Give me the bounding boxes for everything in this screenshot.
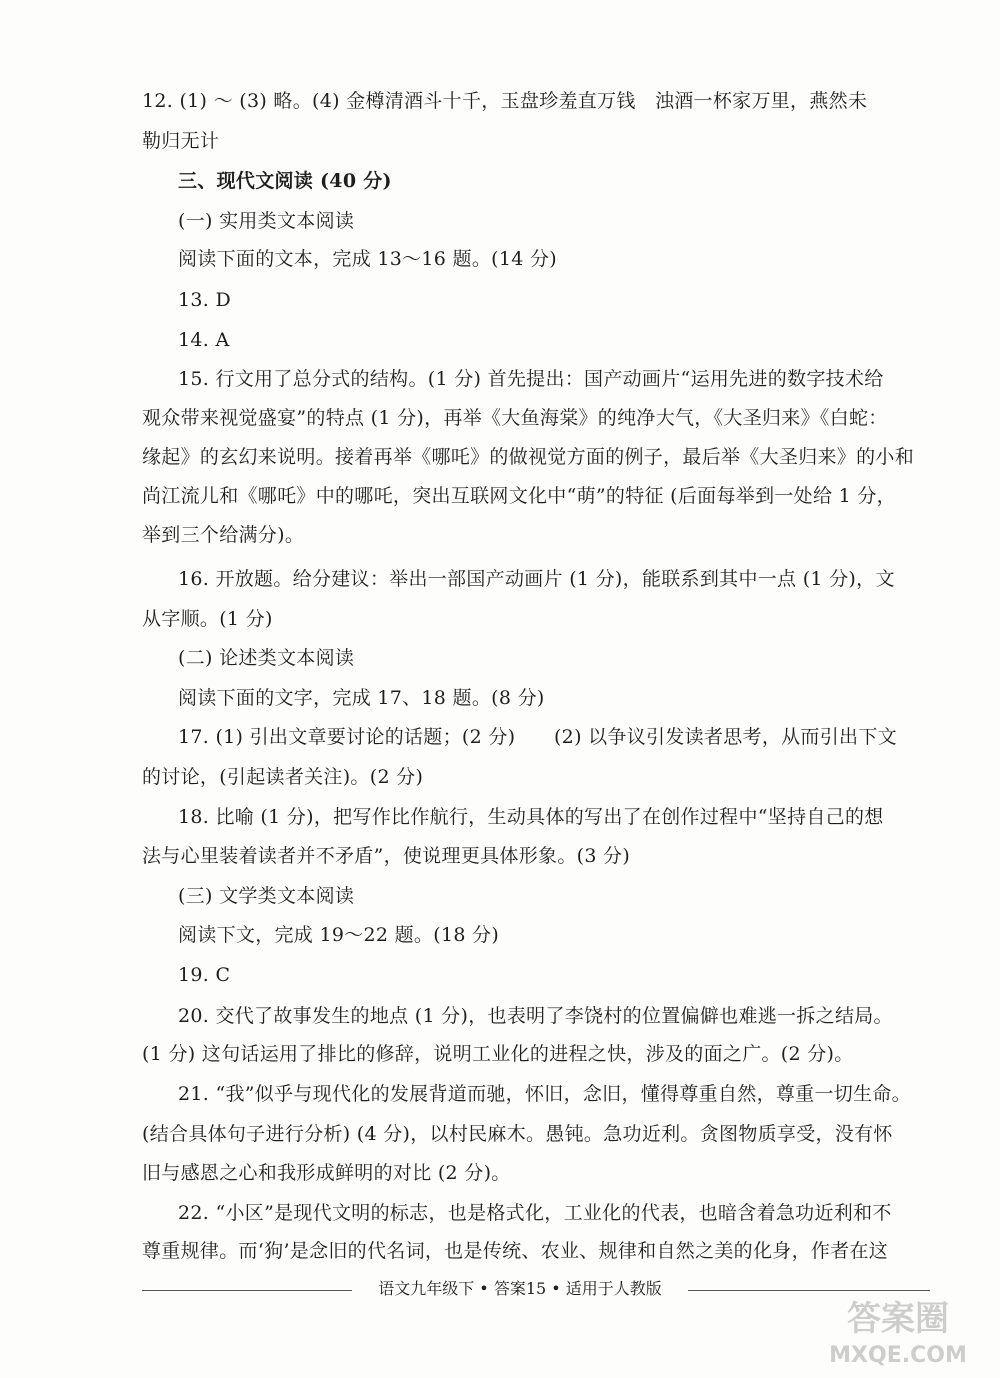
answer-21-line-1: 21. “我”似乎与现代化的发展背道而驰，怀旧，念旧，懂得尊重自然，尊重一切生命。 xyxy=(178,1083,911,1105)
watermark-url-text: MXQE.COM xyxy=(829,1343,967,1368)
answer-18-line-2: 法与心里装着读者并不矛盾”，使说理更具体形象。(3 分) xyxy=(142,845,631,867)
answer-15-line-1: 15. 行文用了总分式的结构。(1 分) 首先提出：国产动画片“运用先进的数字技术给 xyxy=(178,368,884,390)
subsection-practical-text: (一) 实用类文本阅读 xyxy=(178,210,355,232)
answer-17-line-1: 17. (1) 引出文章要讨论的话题；(2 分) (2) 以争议引发读者思考，从而引出下文 xyxy=(178,726,897,748)
answer-12-line-1: 12. (1) ～ (3) 略。(4) 金樽清酒斗十千，玉盘珍羞直万钱 浊酒一杯家万里，燕然未 xyxy=(142,90,868,112)
instruction-19-22: 阅读下文，完成 19～22 题。(18 分) xyxy=(178,924,500,946)
answer-20-line-2: (1 分) 这句话运用了排比的修辞，说明工业化的进程之快，涉及的面之广。(2 分)。 xyxy=(142,1043,854,1065)
answer-22-line-1: 22. “小区”是现代文明的标志，也是格式化，工业化的代表，也暗含着急功近利和不 xyxy=(178,1202,892,1224)
answer-22-line-2: 尊重规律。而‘狗’是念旧的代名词，也是传统、农业、规律和自然之美的化身，作者在这 xyxy=(142,1240,889,1262)
section-title-modern-reading: 三、现代文阅读 (40 分) xyxy=(178,170,392,192)
answer-15-line-5: 举到三个给满分)。 xyxy=(142,524,305,546)
answer-13: 13. D xyxy=(178,289,231,311)
answer-12-line-2: 勒归无计 xyxy=(142,130,220,152)
watermark-logo-text: 答案圈 xyxy=(847,1299,949,1339)
answer-16-line-2: 从字顺。(1 分) xyxy=(142,608,273,630)
answer-18-line-1: 18. 比喻 (1 分)，把写作比作航行，生动具体的写出了在创作过程中“坚持自己的想 xyxy=(178,806,884,828)
answer-14: 14. A xyxy=(178,329,230,351)
answer-15-line-3: 缘起》的玄幻来说明。接着再举《哪吒》的做视觉方面的例子，最后举《大圣归来》的小和 xyxy=(142,446,915,468)
answer-19: 19. C xyxy=(178,964,231,986)
answer-15-line-2: 观众带来视觉盛宴”的特点 (1 分)，再举《大鱼海棠》的纯净大气，《大圣归来》《白蛇： xyxy=(142,407,888,429)
footer-label: 语文九年级下 • 答案15 • 适用于人教版 xyxy=(378,1279,662,1298)
subsection-literary-text: (三) 文学类文本阅读 xyxy=(178,885,355,907)
instruction-13-16: 阅读下面的文本，完成 13～16 题。(14 分) xyxy=(178,248,557,270)
instruction-17-18: 阅读下面的文字，完成 17、18 题。(8 分) xyxy=(178,687,545,709)
subsection-argumentative-text: (二) 论述类文本阅读 xyxy=(178,647,355,669)
watermark-logo xyxy=(808,1290,988,1370)
answer-15-line-4: 尚江流儿和《哪吒》中的哪吒，突出互联网文化中“萌”的特征 (后面每举到一处给 1 分， xyxy=(142,485,896,507)
answer-21-line-2: (结合具体句子进行分析) (4 分)，以村民麻木。愚钝。急功近利。贪图物质享受，没有怀 xyxy=(142,1123,893,1145)
answer-21-line-3: 旧与感恩之心和我形成鲜明的对比 (2 分)。 xyxy=(142,1162,511,1184)
answer-17-line-2: 的讨论，(引起读者关注)。(2 分) xyxy=(142,766,424,788)
answer-20-line-1: 20. 交代了故事发生的地点 (1 分)，也表明了李饶村的位置偏僻也难逃一拆之结局。 xyxy=(178,1005,893,1027)
footer-rule-left xyxy=(142,1290,352,1291)
answer-16-line-1: 16. 开放题。给分建议：举出一部国产动画片 (1 分)，能联系到其中一点 (1 分)，文 xyxy=(178,568,895,590)
